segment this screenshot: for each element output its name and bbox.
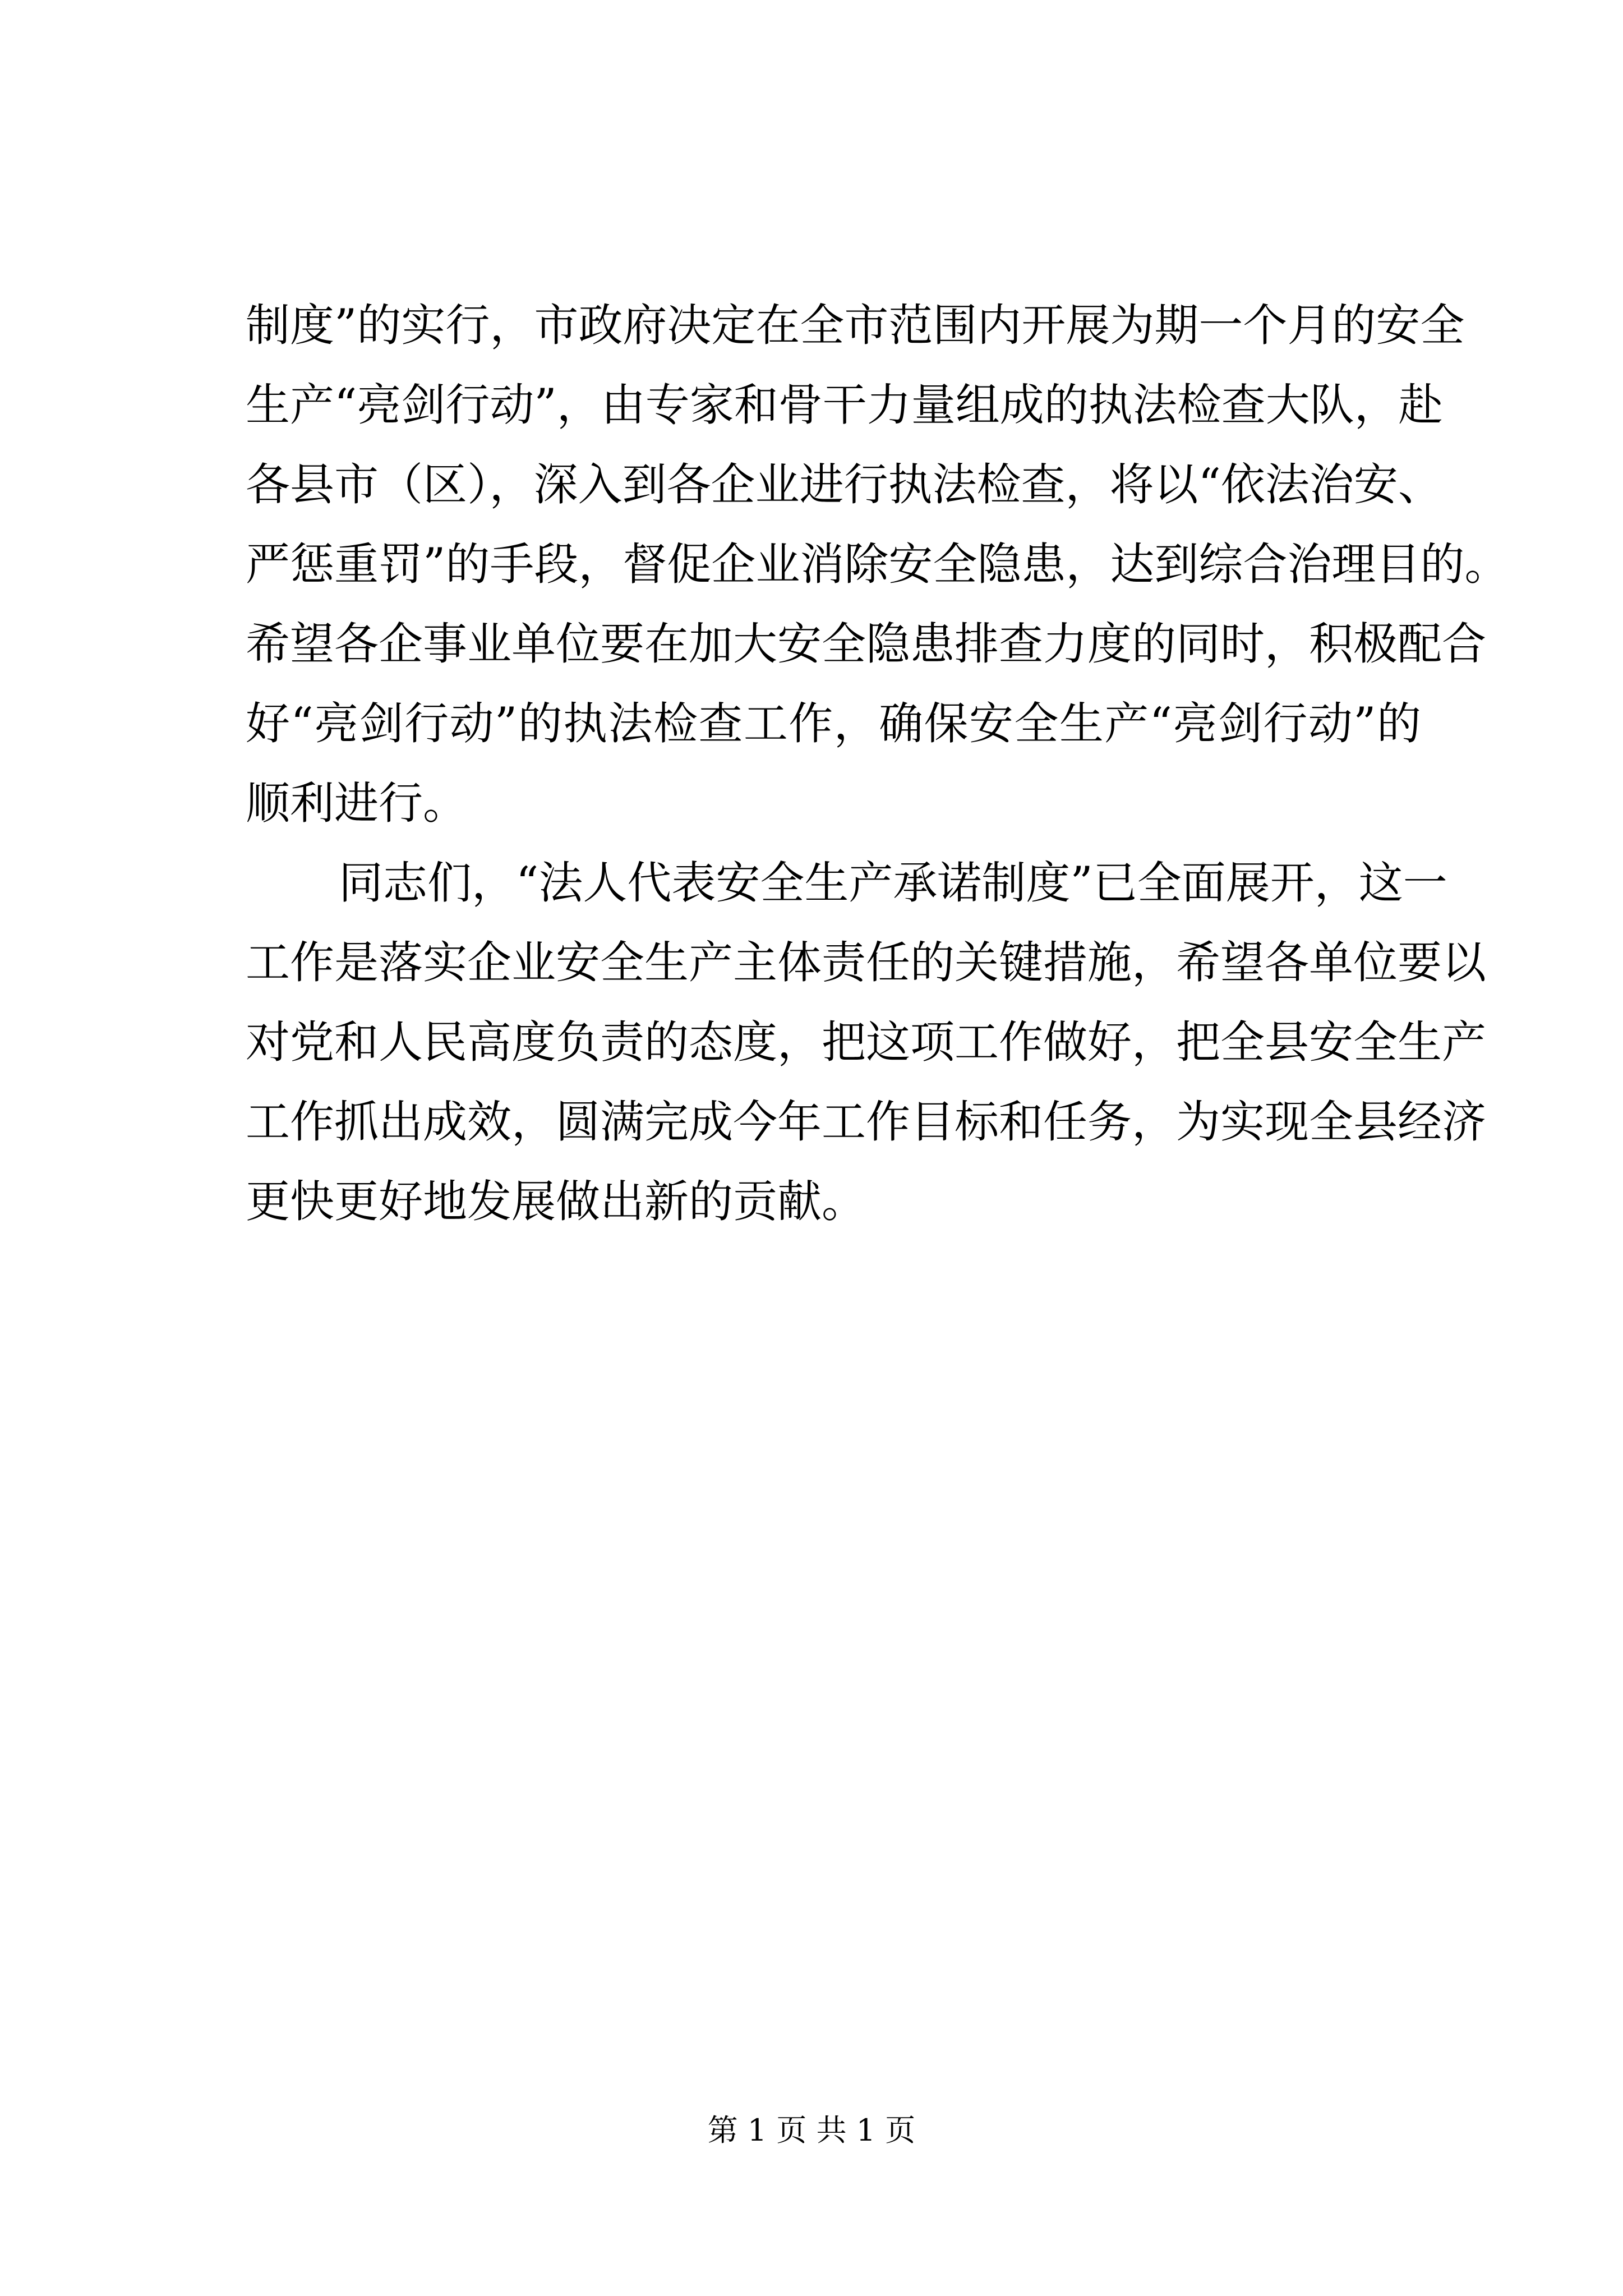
paragraph-line: 严惩重罚”的手段，督促企业消除安全隐患，达到综合治理目的。 (246, 539, 1509, 590)
paragraph-line: 生产“亮剑行动”，由专家和骨干力量组成的执法检查大队，赴 (246, 379, 1443, 431)
paragraph-line: 更快更好地发展做出新的贡献。 (246, 1176, 866, 1227)
paragraph-line: 希望各企事业单位要在加大安全隐患排查力度的同时，积极配合 (246, 618, 1486, 670)
paragraph-line: 好“亮剑行动”的执法检查工作，确保安全生产“亮剑行动”的 (246, 698, 1421, 749)
paragraph-line: 各县市（区），深入到各企业进行执法检查，将以“依法治安、 (246, 459, 1442, 510)
paragraph-line: 工作抓出成效，圆满完成今年工作目标和任务，为实现全县经济 (246, 1096, 1486, 1148)
paragraph-line: 顺利进行。 (246, 777, 467, 829)
paragraph-line: 对党和人民高度负责的态度，把这项工作做好，把全县安全生产 (246, 1016, 1486, 1068)
paragraph-first-line: 同志们，“法人代表安全生产承诺制度”已全面展开，这一 (339, 857, 1447, 909)
paragraph-line: 工作是落实企业安全生产主体责任的关键措施，希望各单位要以 (246, 937, 1486, 988)
page-number-footer: 第 1 页 共 1 页 (707, 2113, 916, 2148)
paragraph-line: 制度”的实行，市政府决定在全市范围内开展为期一个月的安全 (246, 300, 1465, 351)
